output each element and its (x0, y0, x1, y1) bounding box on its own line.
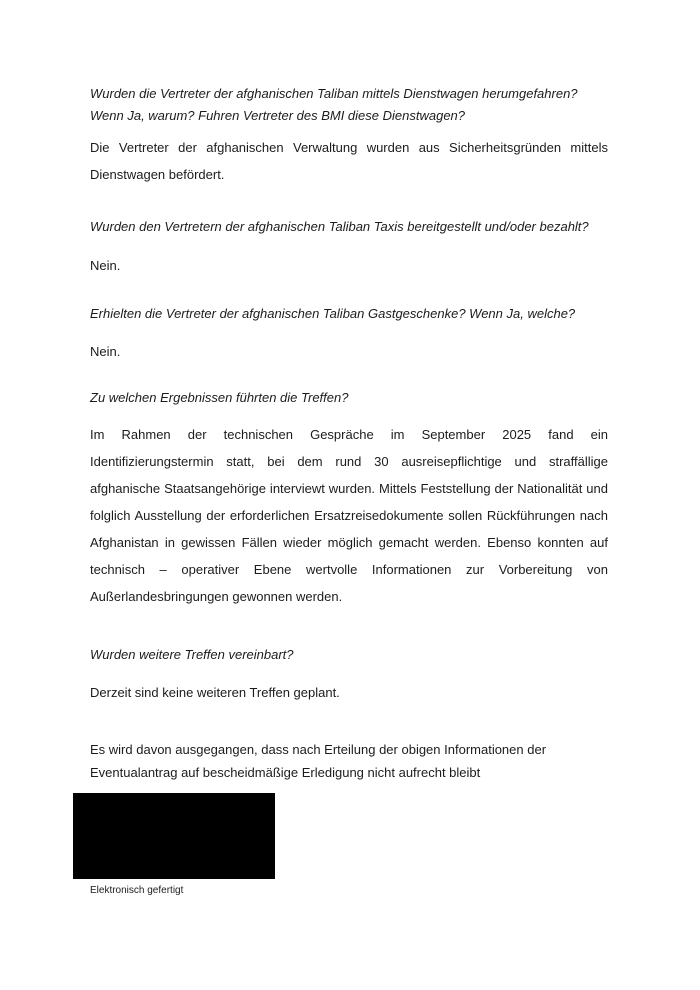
answer-taxis: Nein. (90, 258, 121, 273)
question-taxis: Wurden den Vertretern der afghanischen Taliban Taxis bereitgestellt und/oder bezahlt? (90, 219, 589, 234)
answer-ergebnisse: Im Rahmen der technischen Gespräche im September 2025 fand ein Identifizierungstermin statt, bei dem rund 30 ausreisepflichtige und straffällige afghanische Staatsangehörige interviewt wurden. Mittels Feststellung der Nationalität und folglich Ausstellung der erforderlichen Ersatzreisedokumente sollen Rückführungen nach Afghanistan in gewissen Fällen wieder möglich gemacht werden. Ebenso konnten auf technisch – operativer Ebene wertvolle Informationen zur Vorbereitung von Außerlandesbringungen gewonnen werden. (90, 427, 608, 604)
question-dienstwagen: Wurden die Vertreter der afghanischen Taliban mittels Dienstwagen herumgefahren? Wenn Ja, warum? Fuhren Vertreter des BMI diese Dienstwagen? (90, 86, 578, 123)
closing-statement: Es wird davon ausgegangen, dass nach Erteilung der obigen Informationen der Eventualantrag auf bescheidmäßige Erledigung nicht aufrecht bleibt (90, 742, 547, 780)
answer-dienstwagen: Die Vertreter der afghanischen Verwaltung wurden aus Sicherheitsgründen mittels Dienstwagen befördert. (90, 140, 608, 182)
answer-weitere-treffen: Derzeit sind keine weiteren Treffen geplant. (90, 685, 340, 700)
answer-gastgeschenke: Nein. (90, 344, 121, 359)
redaction-box (73, 793, 275, 879)
signature-note: Elektronisch gefertigt (90, 885, 184, 896)
question-weitere-treffen: Wurden weitere Treffen vereinbart? (90, 647, 294, 662)
question-gastgeschenke: Erhielten die Vertreter der afghanischen Taliban Gastgeschenke? Wenn Ja, welche? (90, 306, 576, 321)
question-ergebnisse: Zu welchen Ergebnissen führten die Treffen? (90, 390, 349, 405)
